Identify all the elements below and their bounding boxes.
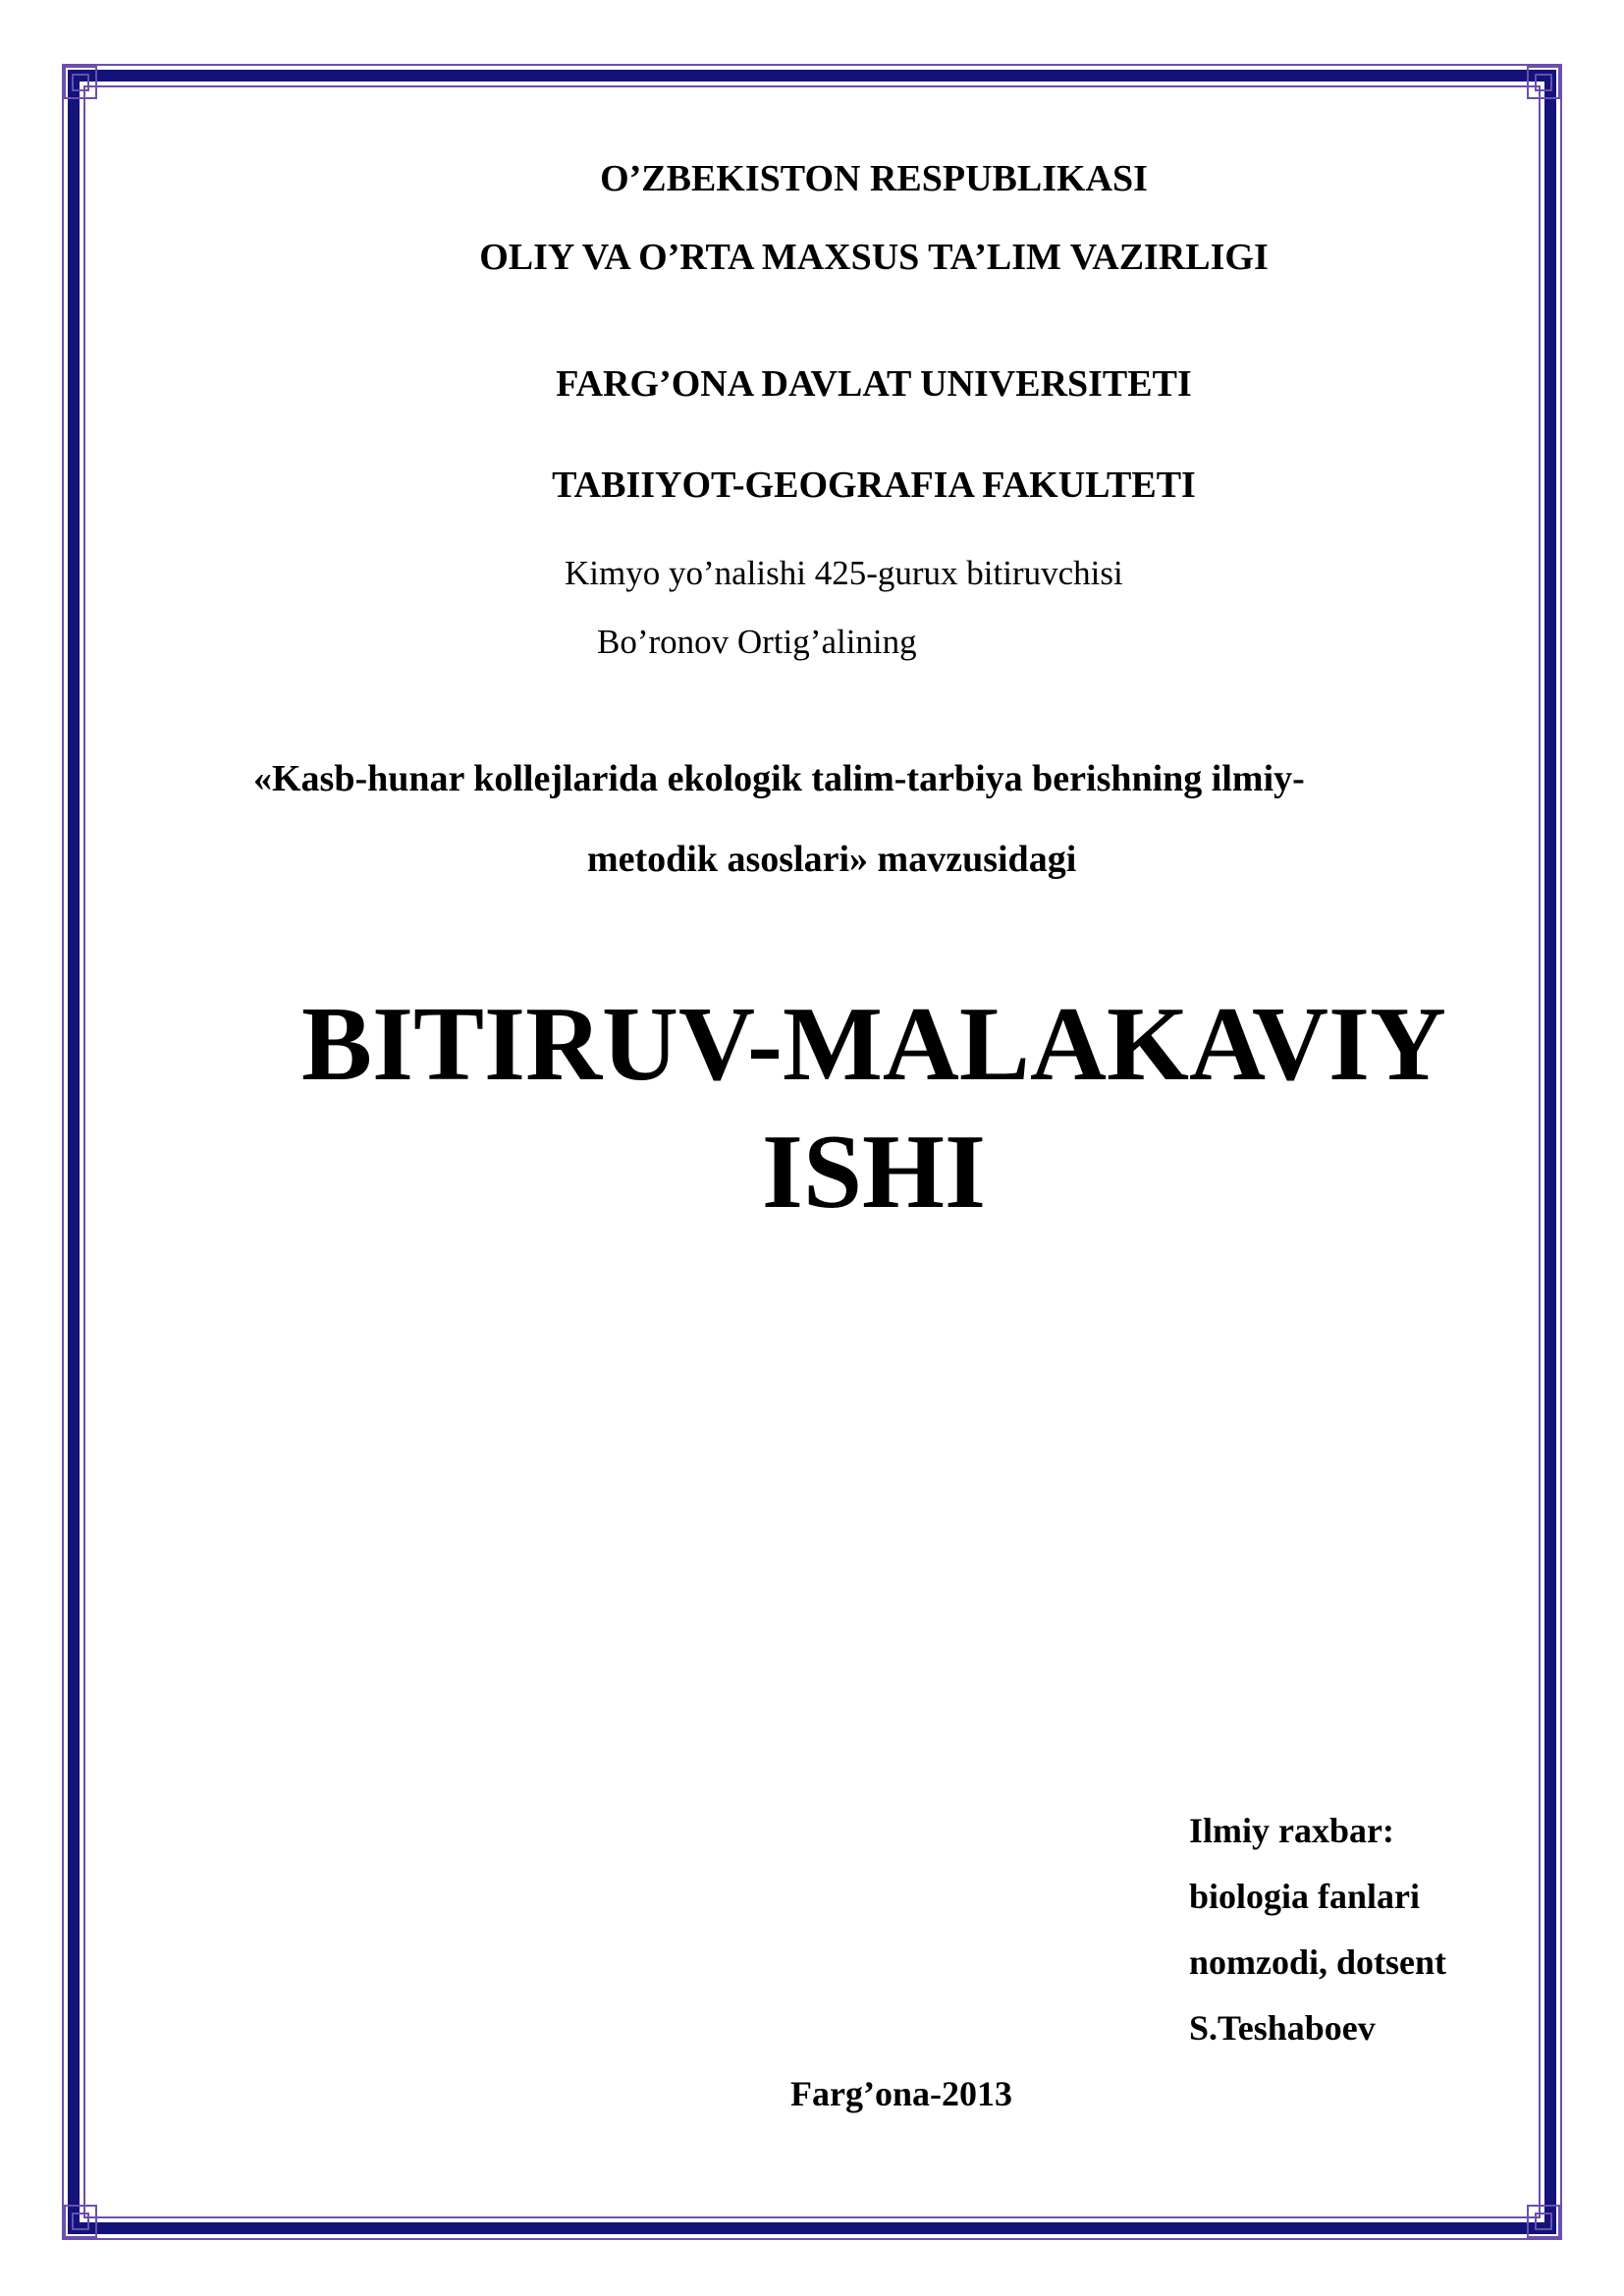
ministry-heading: OLIY VA O’RTA MAXSUS TA’LIM VAZIRLIGI	[479, 237, 1269, 278]
student-group-line: Kimyo yo’nalishi 425-gurux bitiruvchisi	[565, 554, 1123, 592]
city-year: Farg’ona-2013	[790, 2074, 1012, 2113]
country-heading: O’ZBEKISTON RESPUBLIKASI	[600, 158, 1148, 199]
student-name-line: Bo’ronov Ortig’alining	[597, 623, 917, 661]
supervisor-label: Ilmiy raxbar:	[1189, 1811, 1394, 1850]
topic-line-1: «Kasb-hunar kollejlarida ekologik talim-tarbiya berishning ilmiy-	[253, 758, 1305, 799]
supervisor-name: S.Teshaboev	[1189, 2008, 1376, 2048]
topic-line-2: metodik asoslari» mavzusidagi	[587, 839, 1077, 880]
supervisor-degree-line-2: nomzodi, dotsent	[1189, 1942, 1447, 1982]
faculty-heading: TABIIYOT-GEOGRAFIA FAKULTETI	[552, 465, 1196, 506]
document-title-line-1: BITIRUV-MALAKAVIY	[300, 986, 1447, 1103]
document-title-line-2: ISHI	[761, 1114, 987, 1230]
university-heading: FARG’ONA DAVLAT UNIVERSITETI	[556, 363, 1192, 405]
supervisor-degree-line-1: biologia fanlari	[1189, 1877, 1421, 1916]
